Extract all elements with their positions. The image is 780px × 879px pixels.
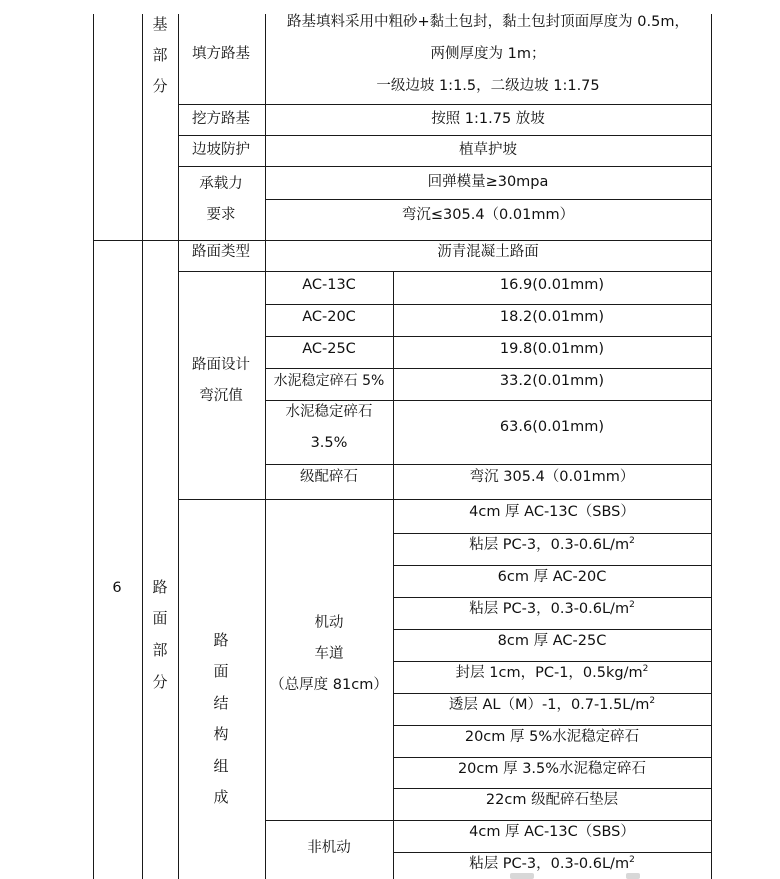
- rule: [393, 725, 712, 726]
- lane-label: 车道: [314, 646, 344, 662]
- section-label-char: 基: [152, 15, 168, 33]
- row-label: 挖方路基: [192, 111, 250, 127]
- scroll-artifact: [510, 873, 534, 879]
- section-label-char: 分: [152, 77, 168, 95]
- cell-text: 一级边坡 1:1.5，二级边坡 1:1.75: [376, 78, 600, 94]
- rule: [265, 400, 712, 401]
- cell-text: 回弹模量≥30mpa: [427, 174, 549, 190]
- rule: [393, 757, 712, 758]
- rule: [265, 304, 712, 305]
- rule: [265, 199, 712, 200]
- row-label: 要求: [206, 207, 236, 223]
- material-cell: AC-20C: [302, 309, 356, 325]
- structure-label-char: 构: [213, 725, 229, 743]
- section-label-char: 面: [152, 609, 168, 627]
- layer-cell: 22cm 级配碎石垫层: [485, 792, 619, 808]
- rule: [393, 661, 712, 662]
- cell-text: 植草护坡: [459, 142, 517, 158]
- rule: [265, 820, 712, 821]
- layer-cell: 粘层 PC-3，$0.3-0.6L/m^2$: [469, 536, 635, 553]
- rule: [142, 14, 143, 879]
- structure-label-char: 组: [213, 757, 229, 775]
- rule: [178, 14, 179, 879]
- material-cell: 级配碎石: [300, 469, 358, 485]
- rule: [178, 104, 712, 105]
- rule: [178, 135, 712, 136]
- structure-label-char: 路: [213, 631, 229, 649]
- layer-cell: 8cm 厚 AC-25C: [497, 633, 607, 649]
- cell-text: 两侧厚度为 1m；: [430, 46, 546, 62]
- lane-label: 非机动: [307, 840, 351, 856]
- layer-cell: 20cm 厚 3.5%水泥稳定碎石: [457, 761, 647, 777]
- row-label: 路面设计: [192, 357, 250, 373]
- row-label: 承载力: [199, 176, 243, 192]
- rule: [265, 14, 266, 879]
- section-label-char: 路: [152, 578, 168, 596]
- rule: [265, 464, 712, 465]
- value-cell: 19.8(0.01mm): [499, 341, 605, 357]
- rule: [393, 597, 712, 598]
- cell-text: 按照 1:1.75 放坡: [431, 111, 545, 127]
- material-cell: AC-13C: [302, 277, 356, 293]
- lane-label: 机动: [314, 615, 344, 631]
- row-label: 弯沉值: [199, 388, 243, 404]
- layer-cell: 粘层 PC-3，$0.3-0.6L/m^2$: [469, 855, 635, 872]
- lane-label: （总厚度 81cm）: [270, 677, 388, 693]
- cell-text: 弯沉≤305.4（0.01mm）: [401, 207, 575, 223]
- layer-cell: 封层 1cm，PC-1，$0.5kg/m^2$: [455, 664, 649, 681]
- row-label: 路面类型: [192, 244, 250, 260]
- rule: [265, 336, 712, 337]
- rule: [93, 240, 712, 241]
- section-label-char: 分: [152, 673, 168, 691]
- rule: [393, 629, 712, 630]
- value-cell: 16.9(0.01mm): [499, 277, 605, 293]
- layer-cell: 透层 AL（M）-1，$0.7-1.5L/m^2$: [448, 696, 656, 713]
- material-cell: 水泥稳定碎石: [285, 404, 373, 420]
- rule: [393, 533, 712, 534]
- rule: [93, 14, 94, 879]
- structure-label-char: 成: [213, 788, 229, 806]
- cell-text: 路基填料采用中粗砂+黏土包封，黏土包封顶面厚度为 0.5m，: [287, 14, 689, 30]
- row-label: 边坡防护: [192, 142, 250, 158]
- section-number: 6: [112, 580, 122, 596]
- section-label-char: 部: [152, 641, 168, 659]
- rule: [393, 271, 394, 879]
- rule: [711, 14, 712, 879]
- section-label-char: 部: [152, 46, 168, 64]
- value-cell: 63.6(0.01mm): [499, 419, 605, 435]
- rule: [265, 368, 712, 369]
- value-cell: 弯沉 305.4（0.01mm）: [469, 469, 635, 485]
- material-cell: 3.5%: [310, 435, 348, 451]
- rule: [178, 499, 712, 500]
- scroll-artifact: [626, 873, 640, 879]
- value-cell: 18.2(0.01mm): [499, 309, 605, 325]
- structure-label-char: 面: [213, 662, 229, 680]
- structure-label-char: 结: [213, 694, 229, 712]
- layer-cell: 6cm 厚 AC-20C: [497, 569, 607, 585]
- rule: [393, 788, 712, 789]
- rule: [178, 271, 712, 272]
- cell-text: 沥青混凝土路面: [437, 244, 539, 260]
- material-cell: 水泥稳定碎石 5%: [273, 373, 385, 389]
- value-cell: 33.2(0.01mm): [499, 373, 605, 389]
- rule: [393, 852, 712, 853]
- rule: [393, 565, 712, 566]
- layer-cell: 20cm 厚 5%水泥稳定碎石: [464, 729, 640, 745]
- material-cell: AC-25C: [302, 341, 356, 357]
- rule: [178, 166, 712, 167]
- layer-cell: 4cm 厚 AC-13C（SBS）: [469, 504, 635, 520]
- layer-cell: 4cm 厚 AC-13C（SBS）: [469, 824, 635, 840]
- layer-cell: 粘层 PC-3，$0.3-0.6L/m^2$: [469, 600, 635, 617]
- row-label: 填方路基: [192, 46, 250, 62]
- rule: [393, 693, 712, 694]
